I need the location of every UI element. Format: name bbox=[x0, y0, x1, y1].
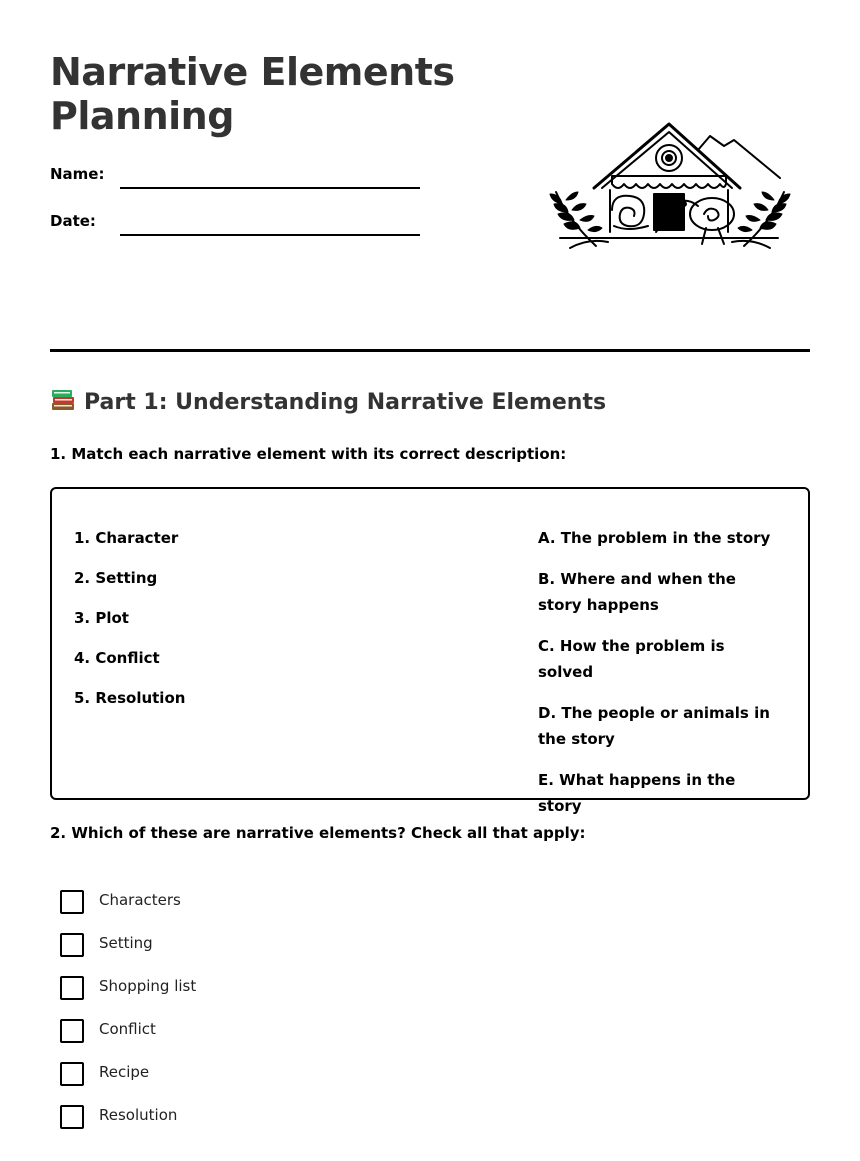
checkbox-label: Shopping list bbox=[99, 977, 197, 995]
question-2-prompt: 2. Which of these are narrative elements? Check all that apply: bbox=[50, 824, 586, 842]
description-item: C. How the problem is solved bbox=[538, 637, 725, 681]
name-label: Name: bbox=[50, 165, 105, 183]
checkbox[interactable] bbox=[60, 1019, 84, 1043]
description-item: B. Where and when the story happens bbox=[538, 570, 736, 614]
name-field[interactable] bbox=[120, 187, 420, 189]
checkbox-option bbox=[60, 1104, 196, 1147]
element-item: 2. Setting bbox=[74, 569, 158, 587]
matching-box bbox=[50, 487, 810, 815]
part1-heading bbox=[50, 385, 606, 421]
elements-column bbox=[74, 525, 185, 725]
checkbox[interactable] bbox=[60, 976, 84, 1000]
date-label: Date: bbox=[50, 212, 96, 230]
date-field[interactable] bbox=[120, 234, 420, 236]
checkbox-label: Characters bbox=[99, 891, 181, 909]
element-item: 3. Plot bbox=[74, 609, 129, 627]
checkbox-label: Recipe bbox=[99, 1063, 150, 1081]
checkbox[interactable] bbox=[60, 890, 84, 914]
checkbox-option bbox=[60, 889, 196, 932]
house-kiwi-illustration bbox=[548, 120, 792, 254]
checkbox-list bbox=[60, 889, 196, 1147]
checkbox-option bbox=[60, 1061, 196, 1104]
checkbox-label: Conflict bbox=[99, 1020, 156, 1038]
description-item: D. The people or animals in the story bbox=[538, 704, 770, 748]
element-item: 1. Character bbox=[74, 529, 179, 547]
checkbox[interactable] bbox=[60, 1105, 84, 1129]
checkbox-option bbox=[60, 975, 196, 1018]
checkbox-label: Resolution bbox=[99, 1106, 178, 1124]
books-emoji-icon bbox=[50, 387, 76, 413]
description-item: E. What happens in the story bbox=[538, 771, 736, 815]
part1-heading-text: Part 1: Understanding Narrative Elements bbox=[84, 390, 607, 415]
worksheet-title: Narrative Elements Planning bbox=[50, 50, 455, 138]
checkbox[interactable] bbox=[60, 1062, 84, 1086]
checkbox[interactable] bbox=[60, 933, 84, 957]
element-item: 4. Conflict bbox=[74, 649, 160, 667]
section-divider bbox=[50, 349, 810, 352]
checkbox-option bbox=[60, 1018, 196, 1061]
descriptions-column bbox=[538, 525, 784, 834]
question-1-prompt: 1. Match each narrative element with its correct description: bbox=[50, 445, 567, 463]
checkbox-label: Setting bbox=[99, 934, 153, 952]
description-item: A. The problem in the story bbox=[538, 529, 771, 547]
element-item: 5. Resolution bbox=[74, 689, 186, 707]
checkbox-option bbox=[60, 932, 196, 975]
